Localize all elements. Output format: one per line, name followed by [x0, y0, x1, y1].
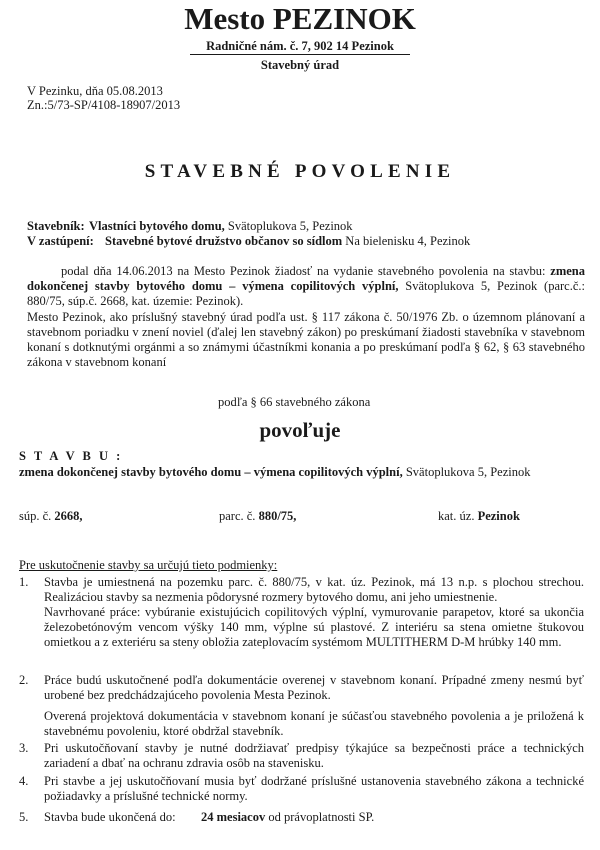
cadastral-label: kat. úz.: [438, 509, 478, 523]
parcel-label: parc. č.: [219, 509, 259, 523]
condition-number: 1.: [19, 575, 29, 589]
intro-paragraph-1: [27, 264, 585, 309]
deadline-label: Stavba bude ukončená do:: [44, 810, 176, 824]
city-address: Radničné nám. č. 7, 902 14 Pezinok: [206, 39, 394, 53]
intro-text-c: Svätoplukova 5, Pezinok (parc.č.: 880/75, súp.č. 2668, kat. územie: Pezinok).: [27, 279, 585, 308]
intro-paragraph-2: Mesto Pezinok, ako príslušný stavebný úrad podľa ust. § 117 zákona č. 50/1976 Zb. o územnom plánovaní a stavebnom poriadku v znení noviel (ďalej len stavebný zákon) po preskúmaní žiadosti stavebníka v stavebnom konaní s dotknutými orgánmi a so známymi účastníkmi konania a po preskúmaní podľa § 62, § 63 stavebného zákona v stavebnom konaní: [27, 310, 585, 369]
law-reference: podľa § 66 stavebného zákona: [218, 395, 371, 409]
cadastral-value: Pezinok: [477, 509, 520, 523]
condition-1-text-a: Stavba je umiestnená na pozemku parc. č. 880/75, v kat. úz. Pezinok, má 13 n.p. s plochou strechou. Realizáciou stavby sa nezmenia pôdorysné rozmery bytového domu, ani jeho umiestnenie.: [44, 575, 584, 604]
intro-text-bold: zmena dokončenej stavby bytového domu – výmena copilitových výplní,: [27, 264, 585, 293]
condition-2-text-a: Práce budú uskutočnené podľa dokumentácie overenej v stavebnom konaní. Prípadné zmeny nesmú byť urobené bez predchádzajúceho povolenia Mesta Pezinok.: [44, 673, 584, 702]
condition-3-text: Pri uskutočňovaní stavby je nutné dodržiavať predpisy týkajúce sa bezpečnosti práce a technických zariadení a dbať na ochranu zdravia osôb na stavenisku.: [44, 741, 584, 770]
sup-value: 2668,: [54, 509, 83, 523]
condition-number: 4.: [19, 774, 29, 788]
building-line: [19, 465, 530, 480]
city-title: Mesto PEZINOK: [184, 1, 416, 36]
representative-label: V zastúpení:: [27, 234, 94, 248]
sup-label: súp. č.: [19, 509, 55, 523]
header-rule: [190, 54, 410, 55]
condition-number: 3.: [19, 741, 29, 755]
building-label: S T A V B U :: [19, 449, 123, 463]
sup-number: [19, 509, 83, 524]
building-name: zmena dokončenej stavby bytového domu – výmena copilitových výplní,: [19, 465, 403, 479]
condition-number: 5.: [19, 810, 29, 824]
builder-line: [27, 219, 353, 234]
condition-number: 2.: [19, 673, 29, 687]
reference-number: Zn.:5/73-SP/4108-18907/2013: [27, 98, 181, 112]
condition-1-text-b: Navrhované práce: vybúranie existujúcich copilitových výplní, vymurovanie parapetov, ktoré sa ukončia železobetónovým vencom výšky 140 mm, výplne sú plastové. Z interiéru sa stena omietne štukovou omietkou a z exteriéru sa steny obložia zateplovacím systémom MULTITHERM D-M hrúbky 140 mm.: [44, 605, 584, 649]
representative-address: Na bielenisku 4, Pezinok: [342, 234, 471, 248]
builder-name: Vlastníci bytového domu,: [89, 219, 225, 233]
representative-name: Stavebné bytové družstvo občanov so sídlom: [105, 234, 343, 248]
parcel-number: [219, 509, 296, 524]
document-heading: STAVEBNÉ POVOLENIE: [144, 161, 456, 182]
cadastral-area: [438, 509, 520, 524]
representative-line: [27, 234, 470, 249]
place-date: V Pezinku, dňa 05.08.2013: [27, 84, 163, 98]
condition-4-text: Pri stavbe a jej uskutočňovaní musia byť dodržané príslušné ustanovenia stavebného zákona a technické požiadavky a príslušné technické normy.: [44, 774, 584, 803]
parcel-value: 880/75,: [258, 509, 297, 523]
conditions-heading: Pre uskutočnenie stavby sa určujú tieto podmienky:: [19, 558, 278, 572]
deadline-suffix: od právoplatnosti SP.: [265, 810, 375, 824]
building-address: Svätoplukova 5, Pezinok: [402, 465, 531, 479]
grant-word: povoľuje: [259, 418, 341, 442]
condition-2-text-b: Overená projektová dokumentácia v stavebnom konaní je súčasťou stavebného povolenia a je priložená k stavebnému povoleniu, ktoré obdržal stavebník.: [44, 709, 584, 738]
builder-label: Stavebník:: [27, 219, 85, 233]
builder-address: Svätoplukova 5, Pezinok: [224, 219, 353, 233]
deadline-value: 24 mesiacov: [201, 810, 266, 824]
condition-5-line: [44, 810, 584, 825]
intro-text-a: podal dňa 14.06.2013 na Mesto Pezinok žiadosť na vydanie stavebného povolenia na stavbu:: [61, 264, 551, 278]
department-name: Stavebný úrad: [260, 58, 340, 72]
